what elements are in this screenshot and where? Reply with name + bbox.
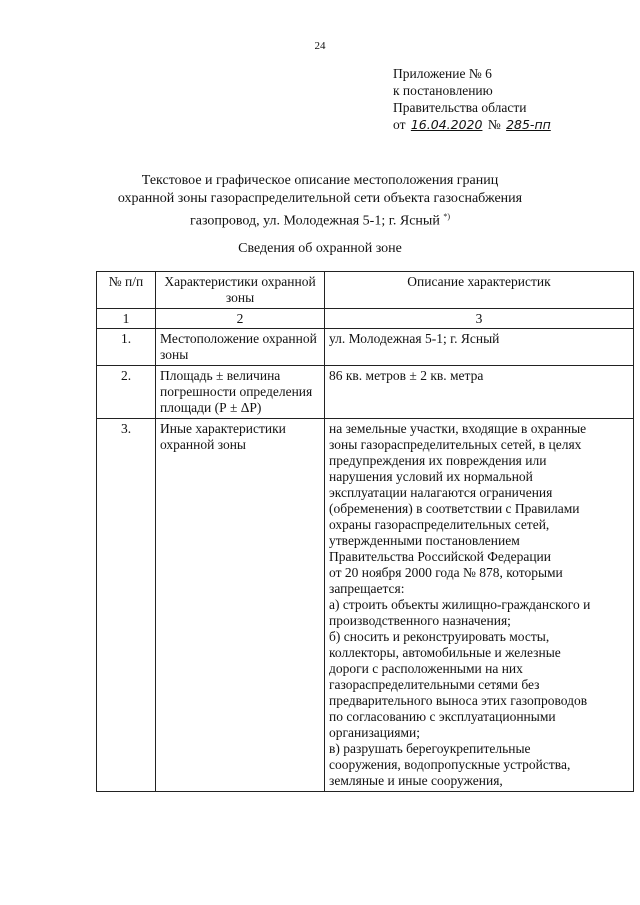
description-line: земляные и иные сооружения,: [329, 773, 503, 788]
description-line: дороги с расположенными на них: [329, 661, 523, 676]
row-num: 3.: [97, 419, 156, 792]
description-line: на земельные участки, входящие в охранные: [329, 421, 587, 436]
column-number: 3: [325, 309, 634, 329]
row-description: ул. Молодежная 5-1; г. Ясный: [325, 329, 634, 366]
description-line: запрещается:: [329, 581, 405, 596]
row-name: Местоположение охранной зоны: [156, 329, 325, 366]
protection-zone-table: [96, 271, 634, 792]
description-line: организациями;: [329, 725, 420, 740]
header-num: № п/п: [97, 272, 156, 309]
description-line: а) строить объекты жилищно-гражданского и: [329, 597, 591, 612]
title-line-3-text: газопровод, ул. Молодежная 5-1; г. Ясный: [190, 213, 440, 229]
table-row: [97, 366, 634, 419]
title-line-1: Текстовое и графическое описание местоположения границ: [141, 173, 499, 188]
table-row: [97, 329, 634, 366]
column-numbers-row: [97, 309, 634, 329]
column-number: 2: [156, 309, 325, 329]
from-label: от: [393, 117, 406, 132]
description-line: (обременения) в соответствии с Правилами: [329, 501, 580, 516]
page-number: 24: [314, 40, 326, 52]
description-line: эксплуатации налагаются ограничения: [329, 485, 553, 500]
description-line: Правительства Российской Федерации: [329, 549, 551, 564]
appendix-line-3: Правительства области: [393, 100, 527, 115]
table-row: [97, 419, 634, 792]
description-line: б) сносить и реконструировать мосты,: [329, 629, 550, 644]
row-name: Площадь ± величина погрешности определения площади (Р ± ΔР): [156, 366, 325, 419]
description-line: зоны газораспределительных сетей, в целях: [329, 437, 582, 452]
appendix-header: [393, 65, 553, 133]
row-description: [325, 419, 634, 792]
description-line: предварительного выноса этих газопроводов: [329, 693, 588, 708]
section-subtitle: Сведения об охранной зоне: [238, 241, 402, 256]
column-number: 1: [97, 309, 156, 329]
description-line: коллекторы, автомобильные и железные: [329, 645, 561, 660]
title-line-3: [60, 208, 580, 231]
description-line: по согласованию с эксплуатационными: [329, 709, 556, 724]
header-characteristics: Характеристики охранной зоны: [156, 272, 325, 309]
resolution-number: 285-пп: [506, 117, 551, 132]
description-line: охраны газораспределительных сетей,: [329, 517, 550, 532]
description-line: в) разрушать берегоукрепительные: [329, 741, 531, 756]
table-header-row: [97, 272, 634, 309]
document-title: [60, 172, 580, 231]
appendix-line-2: к постановлению: [393, 83, 493, 98]
description-line: предупреждения их повреждения или: [329, 453, 547, 468]
description-line: нарушения условий их нормальной: [329, 469, 533, 484]
description-line: газораспределительными сетями без: [329, 677, 540, 692]
description-line: утвержденными постановлением: [329, 533, 520, 548]
footnote-mark: *): [443, 212, 450, 221]
header-description: Описание характеристик: [325, 272, 634, 309]
description-line: сооружения, водопропускные устройства,: [329, 757, 571, 772]
appendix-line-1: Приложение № 6: [393, 66, 492, 81]
appendix-date-line: [393, 116, 553, 133]
row-name: Иные характеристики охранной зоны: [156, 419, 325, 792]
resolution-date: 16.04.2020: [410, 117, 483, 132]
title-line-2: охранной зоны газораспределительной сети объекта газоснабжения: [117, 191, 523, 206]
number-label: №: [487, 117, 501, 132]
row-description: 86 кв. метров ± 2 кв. метра: [325, 366, 634, 419]
row-num: 2.: [97, 366, 156, 419]
description-line: от 20 ноября 2000 года № 878, которыми: [329, 565, 563, 580]
description-line: производственного назначения;: [329, 613, 511, 628]
row-num: 1.: [97, 329, 156, 366]
